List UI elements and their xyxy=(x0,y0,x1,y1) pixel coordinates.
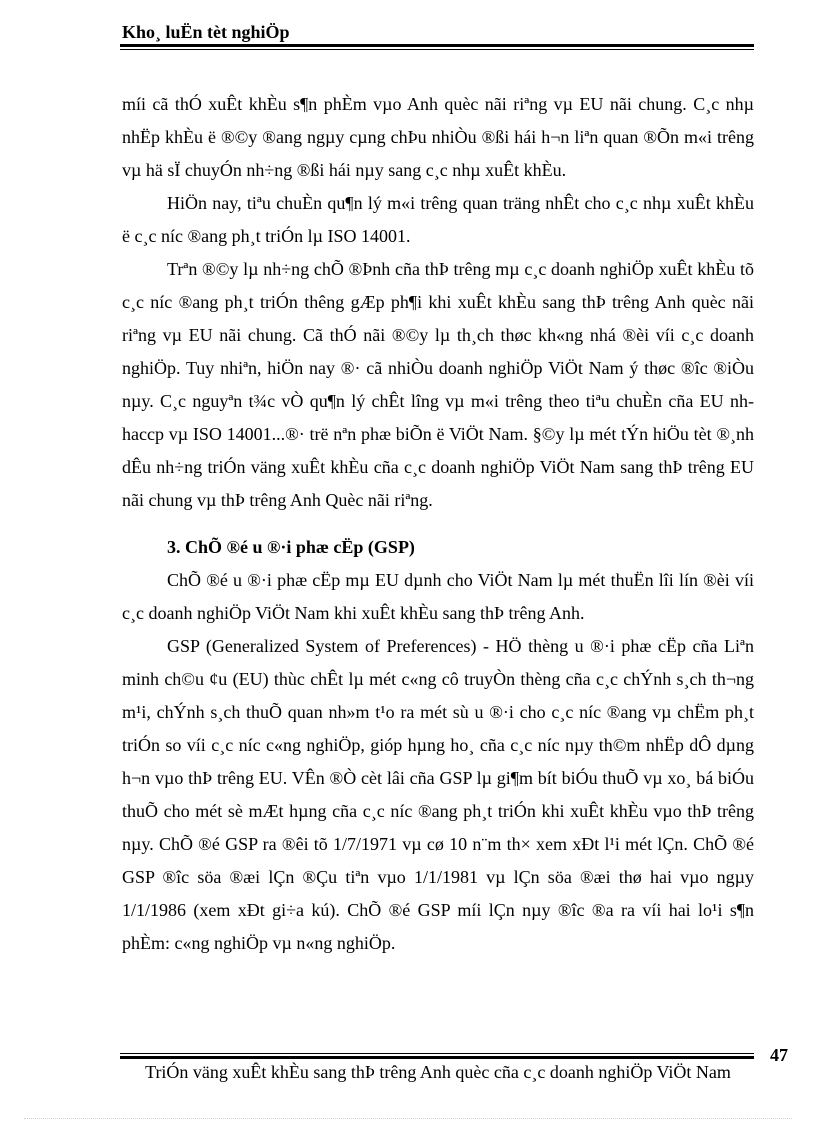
body-content xyxy=(122,88,754,960)
header-rule-thin xyxy=(120,49,754,50)
section-heading: 3. ChÕ ®é u ®·i phæ cËp (GSP) xyxy=(167,537,415,557)
footer-rule-thick xyxy=(120,1056,754,1059)
footer-rule-thin xyxy=(120,1053,754,1054)
body-paragraph-1: míi cã thÓ xuÊt khÈu s¶n phÈm vµo Anh quèc nãi riªng vµ EU nãi chung. C¸c nhµ nhËp khÈu ë ®©y ®ang ngµy cµng chÞu nhiÒu ®ßi hái h¬n liªn quan ®Õn m«i trêng vµ hä sÏ chuyÓn nh÷ng ®ßi hái nµy sang c¸c nhµ xuÊt khÈu. xyxy=(122,94,754,180)
header-rule-thick xyxy=(120,44,754,47)
page-edge-border xyxy=(24,1118,792,1119)
body-paragraph-3: Trªn ®©y lµ nh÷ng chÕ ®Þnh cña thÞ trêng mµ c¸c doanh nghiÖp xuÊt khÈu tõ c¸c níc ®ang ph¸t triÓn thêng gÆp ph¶i khi xuÊt khÈu sang thÞ trêng Anh quèc nãi riªng vµ EU nãi chung. Cã thÓ nãi ®©y lµ th¸ch thøc kh«ng nhá ®èi víi c¸c doanh nghiÖp. Tuy nhiªn, hiÖn nay ®· cã nhiÒu doanh nghiÖp ViÖt Nam ý thøc ®îc ®iÒu nµy. C¸c nguyªn t¾c vÒ qu¶n lý chÊt lîng vµ m«i trêng theo tiªu chuÈn cña EU nh haccp vµ ISO 14001...®· trë nªn phæ biÕn ë ViÖt Nam. §©y lµ mét tÝn hiÖu tèt ®¸nh dÊu nh÷ng triÓn väng xuÊt khÈu cña c¸c doanh nghiÖp ViÖt Nam sang thÞ trêng EU nãi chung vµ thÞ trêng Anh Quèc nãi riªng. xyxy=(122,259,754,510)
footer-text: TriÓn väng xuÊt khÈu sang thÞ trêng Anh quèc cña c¸c doanh nghiÖp ViÖt Nam xyxy=(145,1062,731,1082)
section-paragraph-1: ChÕ ®é u ®·i phæ cËp mµ EU dµnh cho ViÖt Nam lµ mét thuËn lîi lín ®èi víi c¸c doanh nghiÖp ViÖt Nam khi xuÊt khÈu sang thÞ trêng Anh. xyxy=(122,570,754,623)
body-paragraph-2: HiÖn nay, tiªu chuÈn qu¶n lý m«i trêng quan träng nhÊt cho c¸c nhµ xuÊt khÈu ë c¸c níc ®ang ph¸t triÓn lµ ISO 14001. xyxy=(122,193,754,246)
section-paragraph-2: GSP (Generalized System of Preferences) - HÖ thèng u ®·i phæ cËp cña Liªn minh ch©u ¢u (EU) thùc chÊt lµ mét c«ng cô truyÒn thèng cña c¸c chÝnh s¸ch th¬ng m¹i, chÝnh s¸ch thuÕ quan nh»m t¹o ra mét sù u ®·i cho c¸c níc ®ang vµ chËm ph¸t triÓn so víi c¸c níc c«ng nghiÖp, gióp hµng ho¸ cña c¸c níc nµy th©m nhËp dÔ dµng h¬n vµo thÞ trêng EU. VÊn ®Ò cèt lâi cña GSP lµ gi¶m bít biÓu thuÕ vµ xo¸ bá biÓu thuÕ cho mét sè mÆt hµng cña c¸c níc ®ang ph¸t triÓn khi xuÊt khÈu vµo thÞ trêng nµy. ChÕ ®é GSP ra ®êi tõ 1/7/1971 vµ cø 10 n¨m th× xem xÐt l¹i mét lÇn. ChÕ ®é GSP ®îc söa ®æi lÇn ®Çu tiªn vµo 1/1/1981 vµ lÇn söa ®æi thø hai vµo ngµy 1/1/1986 (xem xÐt gi÷a kú). ChÕ ®é GSP míi lÇn nµy ®îc ®a ra víi hai lo¹i s¶n phÈm: c«ng nghiÖp vµ n«ng nghiÖp. xyxy=(122,636,754,953)
header-title: Kho¸ luËn tèt nghiÖp xyxy=(122,22,290,42)
page-number: 47 xyxy=(770,1045,788,1065)
